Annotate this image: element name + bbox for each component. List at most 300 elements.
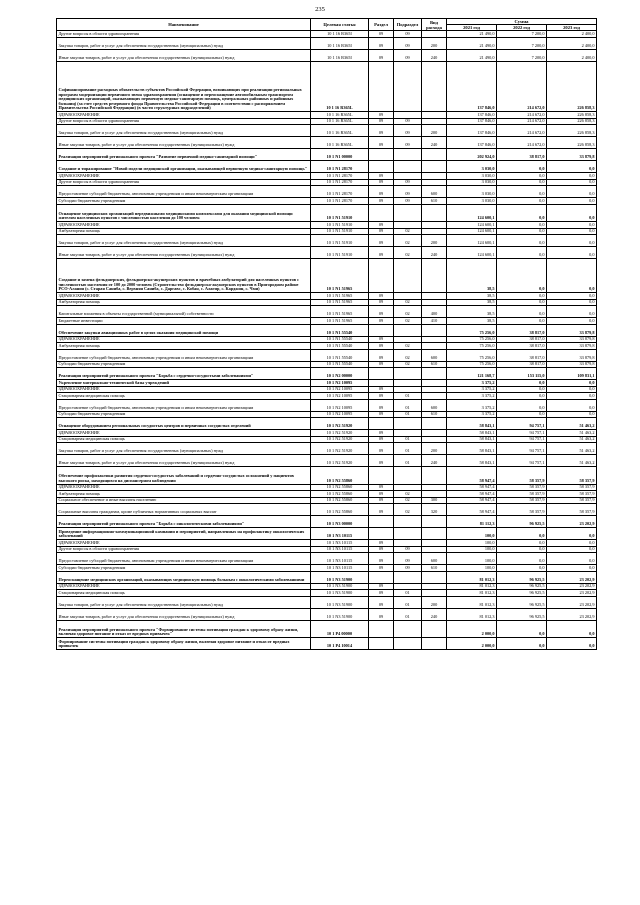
- cell-section: 09: [369, 179, 394, 186]
- cell-subsection: 01: [394, 596, 422, 608]
- cell-2023: 2 400,0: [547, 37, 597, 49]
- cell-2023: 51 463,2: [547, 430, 597, 437]
- cell-name: Социальные выплаты гражданам, кроме публичных нормативных социальных выплат: [57, 504, 311, 516]
- cell-name: Субсидии бюджетным учреждениям: [57, 411, 311, 418]
- cell-2022: 0,0: [497, 198, 547, 205]
- cell-name: Другие вопросы в области здравоохранения: [57, 546, 311, 553]
- table-row: [57, 443, 597, 455]
- cell-target: 10 1 N1 28170: [311, 186, 369, 198]
- cell-2022: 214 672,0: [497, 137, 547, 149]
- cell-exp-type: [422, 620, 447, 638]
- cell-2021: 81 012,3: [447, 583, 497, 590]
- cell-2022: 0,0: [497, 179, 547, 186]
- cell-name: Оснащение оборудованием региональных сосудистых центров и первичных сосудистых отделений: [57, 418, 311, 430]
- cell-2021: 3 375,2: [447, 380, 497, 387]
- cell-target: 10 1 N2 51920: [311, 455, 369, 467]
- cell-name: ЗДРАВООХРАНЕНИЕ: [57, 293, 311, 300]
- cell-name: Субсидии бюджетным учреждениям: [57, 565, 311, 572]
- cell-2022: 0,0: [497, 259, 547, 293]
- cell-name: Реализация мероприятий регионального проекта "Формирование системы мотивации граждан к здоровому образу жизни, включая здоровое питание и отказ от вредных привычек": [57, 620, 311, 638]
- cell-section: 09: [369, 318, 394, 325]
- cell-2021: 124 600,1: [447, 222, 497, 229]
- cell-section: [369, 61, 394, 112]
- cell-2021: 58 843,1: [447, 418, 497, 430]
- cell-subsection: [394, 61, 422, 112]
- cell-2021: 58 843,1: [447, 436, 497, 443]
- cell-target: 10 1 N2 51920: [311, 443, 369, 455]
- cell-2022: 0,0: [497, 411, 547, 418]
- cell-2022: 7 200,0: [497, 37, 547, 49]
- cell-name: Иные закупки товаров, работ и услуг для обеспечения государственных (муниципальных) нужд: [57, 247, 311, 259]
- cell-2022: 96 925,5: [497, 516, 547, 528]
- cell-2022: 0,0: [497, 540, 547, 547]
- cell-2022: 0,0: [497, 399, 547, 411]
- cell-2023: 0,0: [547, 399, 597, 411]
- cell-target: 10 1 16 R365L: [311, 137, 369, 149]
- cell-2021: 100,0: [447, 546, 497, 553]
- cell-name: Другие вопросы в области здравоохранения: [57, 31, 311, 38]
- cell-section: 09: [369, 293, 394, 300]
- cell-exp-type: [422, 638, 447, 650]
- cell-target: 10 1 N2 10095: [311, 399, 369, 411]
- cell-target: 10 1 N3 51900: [311, 571, 369, 583]
- cell-section: 09: [369, 49, 394, 61]
- cell-2022: 0,0: [497, 380, 547, 387]
- table-row: [57, 349, 597, 361]
- cell-2023: 0,0: [547, 393, 597, 400]
- table-row: [57, 186, 597, 198]
- cell-target: 10 1 N2 00000: [311, 368, 369, 380]
- header-sum: Сумма: [447, 19, 597, 25]
- table-row: [57, 553, 597, 565]
- cell-2023: 226 858,3: [547, 61, 597, 112]
- cell-subsection: [394, 516, 422, 528]
- cell-subsection: 01: [394, 590, 422, 597]
- cell-section: 09: [369, 31, 394, 38]
- table-row: [57, 125, 597, 137]
- table-row: [57, 259, 597, 293]
- cell-target: 10 1 N2 55860: [311, 467, 369, 485]
- cell-2022: 0,0: [497, 186, 547, 198]
- table-row: [57, 608, 597, 620]
- header-exp-type: Вид расхода: [422, 19, 447, 31]
- cell-exp-type: [422, 571, 447, 583]
- table-row: [57, 137, 597, 149]
- cell-2021: 3 030,0: [447, 161, 497, 173]
- cell-2022: 96 925,5: [497, 590, 547, 597]
- cell-name: Стационарная медицинская помощь: [57, 590, 311, 597]
- cell-2023: 33 879,8: [547, 349, 597, 361]
- cell-target: 10 1 N2 51920: [311, 430, 369, 437]
- cell-name: Закупка товаров, работ и услуг для обеспечения государственных (муниципальных) нужд: [57, 125, 311, 137]
- cell-2021: 121 168,7: [447, 368, 497, 380]
- cell-section: 09: [369, 112, 394, 119]
- cell-subsection: 09: [394, 31, 422, 38]
- cell-target: 10 1 N3 51900: [311, 583, 369, 590]
- cell-2021: 38,5: [447, 318, 497, 325]
- cell-exp-type: 200: [422, 125, 447, 137]
- cell-2023: 23 202,9: [547, 583, 597, 590]
- cell-2022: 0,0: [497, 235, 547, 247]
- cell-name: Реализация мероприятий регионального проекта "Развитие первичной медико-санитарной помощи": [57, 149, 311, 161]
- cell-2021: 58 947,4: [447, 491, 497, 498]
- cell-exp-type: [422, 149, 447, 161]
- cell-target: 10 1 N1 55540: [311, 324, 369, 336]
- cell-name: ЗДРАВООХРАНЕНИЕ: [57, 430, 311, 437]
- cell-section: [369, 368, 394, 380]
- cell-2021: 58 947,4: [447, 504, 497, 516]
- cell-2021: 38,5: [447, 293, 497, 300]
- cell-2022: 94 757,1: [497, 455, 547, 467]
- cell-2022: 0,0: [497, 204, 547, 222]
- cell-subsection: 02: [394, 491, 422, 498]
- cell-section: [369, 204, 394, 222]
- cell-2023: 23 202,9: [547, 571, 597, 583]
- cell-2021: 75 256,0: [447, 336, 497, 343]
- cell-name: Закупка товаров, работ и услуг для обеспечения государственных (муниципальных) нужд: [57, 443, 311, 455]
- cell-subsection: 09: [394, 118, 422, 125]
- cell-target: 10 1 16 R365I: [311, 37, 369, 49]
- cell-subsection: [394, 528, 422, 540]
- table-row: [57, 504, 597, 516]
- cell-section: 09: [369, 565, 394, 572]
- cell-subsection: [394, 418, 422, 430]
- cell-target: 10 1 N1 55540: [311, 336, 369, 343]
- cell-name: ЗДРАВООХРАНЕНИЕ: [57, 222, 311, 229]
- header-subsection: Подраздел: [394, 19, 422, 31]
- table-row: [57, 61, 597, 112]
- cell-section: 09: [369, 497, 394, 504]
- table-row: [57, 49, 597, 61]
- cell-section: 09: [369, 430, 394, 437]
- cell-section: 09: [369, 546, 394, 553]
- cell-2022: 38 817,0: [497, 149, 547, 161]
- cell-section: 09: [369, 455, 394, 467]
- cell-section: [369, 467, 394, 485]
- cell-subsection: 09: [394, 546, 422, 553]
- cell-2021: 58 843,1: [447, 430, 497, 437]
- cell-2022: 96 925,5: [497, 583, 547, 590]
- cell-2021: 75 256,0: [447, 361, 497, 368]
- cell-exp-type: 320: [422, 504, 447, 516]
- cell-2022: 0,0: [497, 306, 547, 318]
- cell-exp-type: 610: [422, 198, 447, 205]
- cell-section: 09: [369, 173, 394, 180]
- cell-name: Амбулаторная помощь: [57, 343, 311, 350]
- cell-subsection: 02: [394, 299, 422, 306]
- cell-2023: 58 357,9: [547, 497, 597, 504]
- cell-name: Другие вопросы в области здравоохранения: [57, 118, 311, 125]
- cell-subsection: [394, 161, 422, 173]
- cell-2023: 109 831,1: [547, 368, 597, 380]
- cell-2021: 100,0: [447, 528, 497, 540]
- cell-2021: 81 112,3: [447, 516, 497, 528]
- cell-2023: 0,0: [547, 306, 597, 318]
- cell-target: 10 1 N1 51910: [311, 247, 369, 259]
- cell-section: 09: [369, 399, 394, 411]
- cell-section: 09: [369, 443, 394, 455]
- cell-target: 10 1 N3 51900: [311, 596, 369, 608]
- cell-name: Создание и замена фельдшерских, фельдшерско-акушерских пунктов и врачебных амбулаторий для населенных пунктов с численностью населения от 100 до 2000 человек (Строительство фельдшерско-акушерских пунктов в Пригородном районе РСО-Алания (с. Старая Саниба, с. Верхняя Саниба, с. Даргавс, с. Кобан, с. Алагир, с. Карджин, с. Чми): [57, 259, 311, 293]
- cell-target: 10 1 16 R365L: [311, 61, 369, 112]
- cell-2023: 0,0: [547, 173, 597, 180]
- cell-exp-type: 410: [422, 318, 447, 325]
- table-row: [57, 638, 597, 650]
- cell-2023: 51 463,2: [547, 418, 597, 430]
- cell-2021: 124 600,1: [447, 228, 497, 235]
- cell-subsection: 09: [394, 49, 422, 61]
- cell-section: [369, 516, 394, 528]
- cell-name: Субсидии бюджетным учреждениям: [57, 198, 311, 205]
- cell-target: 10 1 P4 00000: [311, 620, 369, 638]
- cell-2021: 100,0: [447, 540, 497, 547]
- cell-2022: 0,0: [497, 546, 547, 553]
- cell-name: Иные закупки товаров, работ и услуг для обеспечения государственных (муниципальных) нужд: [57, 49, 311, 61]
- cell-name: Предоставление субсидий бюджетным, автономным учреждениям и иным некоммерческим организациям: [57, 553, 311, 565]
- cell-target: 10 1 N1 51965: [311, 318, 369, 325]
- cell-exp-type: 610: [422, 361, 447, 368]
- budget-table: [56, 18, 597, 650]
- cell-name: Проведение информационно-коммуникационной кампании и мероприятий, направленных на профилактику онкологических заболеваний: [57, 528, 311, 540]
- cell-section: 09: [369, 583, 394, 590]
- cell-exp-type: 300: [422, 497, 447, 504]
- cell-exp-type: [422, 516, 447, 528]
- cell-2023: 0,0: [547, 638, 597, 650]
- cell-2023: 58 357,9: [547, 467, 597, 485]
- cell-target: 10 1 N1 51965: [311, 306, 369, 318]
- table-row: [57, 37, 597, 49]
- cell-2022: 94 757,1: [497, 436, 547, 443]
- cell-2022: 0,0: [497, 222, 547, 229]
- cell-target: 10 1 N2 10095: [311, 386, 369, 393]
- cell-section: 09: [369, 411, 394, 418]
- cell-name: Реализация мероприятий регионального проекта "Борьба с онкологическими заболеваниями": [57, 516, 311, 528]
- cell-name: Предоставление субсидий бюджетным, автономным учреждениям и иным некоммерческим организациям: [57, 186, 311, 198]
- cell-subsection: 02: [394, 247, 422, 259]
- cell-target: 10 1 N3 00000: [311, 516, 369, 528]
- cell-exp-type: 240: [422, 137, 447, 149]
- table-row: [57, 418, 597, 430]
- cell-exp-type: 200: [422, 235, 447, 247]
- cell-name: Стационарная медицинская помощь: [57, 436, 311, 443]
- cell-2023: 0,0: [547, 546, 597, 553]
- cell-target: 10 1 N1 51910: [311, 228, 369, 235]
- cell-target: 10 1 16 R365L: [311, 125, 369, 137]
- table-row: [57, 306, 597, 318]
- cell-name: ЗДРАВООХРАНЕНИЕ: [57, 112, 311, 119]
- cell-section: [369, 161, 394, 173]
- cell-name: Предоставление субсидий бюджетным, автономным учреждениям и иным некоммерческим организациям: [57, 399, 311, 411]
- cell-2023: 23 202,9: [547, 596, 597, 608]
- cell-2023: 0,0: [547, 293, 597, 300]
- cell-2022: 0,0: [497, 620, 547, 638]
- cell-2023: 2 400,0: [547, 31, 597, 38]
- cell-subsection: [394, 259, 422, 293]
- cell-section: 09: [369, 299, 394, 306]
- cell-2021: 21 490,0: [447, 37, 497, 49]
- cell-target: 10 1 N2 51920: [311, 418, 369, 430]
- cell-subsection: 09: [394, 198, 422, 205]
- header-section: Раздел: [369, 19, 394, 31]
- cell-target: 10 1 16 R365L: [311, 118, 369, 125]
- cell-exp-type: [422, 368, 447, 380]
- cell-name: ЗДРАВООХРАНЕНИЕ: [57, 583, 311, 590]
- cell-name: Амбулаторная помощь: [57, 228, 311, 235]
- table-row: [57, 455, 597, 467]
- cell-exp-type: [422, 324, 447, 336]
- cell-2021: 81 012,3: [447, 596, 497, 608]
- cell-2021: 75 256,0: [447, 324, 497, 336]
- cell-subsection: 01: [394, 443, 422, 455]
- cell-target: 10 1 N2 10095: [311, 393, 369, 400]
- cell-2021: 2 000,0: [447, 620, 497, 638]
- cell-target: 10 1 N1 51965: [311, 259, 369, 293]
- cell-2022: 7 200,0: [497, 49, 547, 61]
- cell-2021: 3 375,2: [447, 399, 497, 411]
- cell-2023: 0,0: [547, 228, 597, 235]
- cell-2023: 226 858,3: [547, 112, 597, 119]
- cell-exp-type: 600: [422, 553, 447, 565]
- header-name: Наименование: [57, 19, 311, 31]
- cell-2022: 38 817,0: [497, 361, 547, 368]
- cell-2021: 3 030,0: [447, 186, 497, 198]
- cell-name: Закупка товаров, работ и услуг для обеспечения государственных (муниципальных) нужд: [57, 37, 311, 49]
- cell-2022: 0,0: [497, 393, 547, 400]
- cell-2021: 137 846,0: [447, 112, 497, 119]
- cell-name: Закупка товаров, работ и услуг для обеспечения государственных (муниципальных) нужд: [57, 235, 311, 247]
- cell-exp-type: 600: [422, 186, 447, 198]
- cell-target: 10 1 N2 51920: [311, 436, 369, 443]
- cell-section: 09: [369, 186, 394, 198]
- cell-exp-type: 610: [422, 565, 447, 572]
- cell-2023: 0,0: [547, 528, 597, 540]
- cell-section: 09: [369, 247, 394, 259]
- cell-name: Реализация мероприятий регионального проекта "Борьба с сердечно-сосудистыми заболеваниями": [57, 368, 311, 380]
- cell-subsection: 02: [394, 504, 422, 516]
- cell-2023: 0,0: [547, 411, 597, 418]
- cell-section: 09: [369, 228, 394, 235]
- cell-name: Амбулаторная помощь: [57, 299, 311, 306]
- cell-2021: 75 256,0: [447, 343, 497, 350]
- cell-name: Переоснащение медицинских организаций, оказывающих медицинскую помощь больным с онкологическими заболеваниями: [57, 571, 311, 583]
- cell-exp-type: 200: [422, 596, 447, 608]
- table-row: [57, 399, 597, 411]
- cell-2021: 58 947,4: [447, 497, 497, 504]
- cell-2023: 0,0: [547, 565, 597, 572]
- cell-2022: 0,0: [497, 318, 547, 325]
- cell-2021: 38,5: [447, 306, 497, 318]
- cell-section: [369, 259, 394, 293]
- cell-2023: 226 858,3: [547, 118, 597, 125]
- cell-name: Амбулаторная помощь: [57, 491, 311, 498]
- cell-subsection: 02: [394, 349, 422, 361]
- cell-2023: 0,0: [547, 204, 597, 222]
- cell-target: 10 1 N1 51910: [311, 235, 369, 247]
- cell-2022: 214 672,0: [497, 61, 547, 112]
- cell-2023: 0,0: [547, 235, 597, 247]
- cell-2021: 124 600,1: [447, 247, 497, 259]
- cell-2023: 33 879,8: [547, 343, 597, 350]
- cell-2023: 0,0: [547, 540, 597, 547]
- cell-target: 10 1 N1 00000: [311, 149, 369, 161]
- cell-section: [369, 571, 394, 583]
- cell-2023: 0,0: [547, 222, 597, 229]
- cell-subsection: 09: [394, 565, 422, 572]
- cell-2021: 3 030,0: [447, 173, 497, 180]
- cell-target: 10 1 N3 10115: [311, 540, 369, 547]
- cell-name: Софинансирование расходных обязательств субъектов Российской Федерации, возникающих при реализации региональных программ модернизации первичного звена здравоохранения (оснащение и переоснащение автомобильным транспортом медицинских организаций, оказывающих первичную медико-санитарную помощь, центральных районных и районных больниц) (за счет средств резервного фонда Правительства Российской Федерации в соответствии с распоряжением Правительства Российской Федерации) (в части структурных подразделений): [57, 61, 311, 112]
- cell-2023: 0,0: [547, 386, 597, 393]
- cell-target: 10 1 N1 55540: [311, 349, 369, 361]
- cell-2021: 81 012,3: [447, 571, 497, 583]
- cell-2021: 21 490,0: [447, 31, 497, 38]
- cell-2022: 58 357,9: [497, 497, 547, 504]
- cell-2023: 51 463,2: [547, 443, 597, 455]
- cell-subsection: [394, 467, 422, 485]
- cell-2021: 58 947,4: [447, 467, 497, 485]
- table-row: [57, 247, 597, 259]
- cell-2022: 7 200,0: [497, 31, 547, 38]
- table-row: [57, 149, 597, 161]
- cell-subsection: [394, 149, 422, 161]
- cell-2022: 94 757,1: [497, 443, 547, 455]
- cell-name: ЗДРАВООХРАНЕНИЕ: [57, 173, 311, 180]
- table-row: [57, 235, 597, 247]
- cell-2022: 0,0: [497, 293, 547, 300]
- cell-subsection: 01: [394, 436, 422, 443]
- table-row: [57, 161, 597, 173]
- cell-subsection: 02: [394, 497, 422, 504]
- cell-2022: 38 817,0: [497, 336, 547, 343]
- cell-name: Формирование системы мотивации граждан к здоровому образу жизни, включая здоровое питание и отказ от вредных привычек: [57, 638, 311, 650]
- cell-target: 10 1 N3 10115: [311, 565, 369, 572]
- table-row: [57, 467, 597, 485]
- cell-target: 10 1 N1 51910: [311, 222, 369, 229]
- cell-name: Создание и тиражирование "Новой модели медицинской организации, оказывающей первичную медико-санитарную помощь": [57, 161, 311, 173]
- cell-2021: 3 030,0: [447, 179, 497, 186]
- cell-2022: 0,0: [497, 247, 547, 259]
- cell-subsection: 01: [394, 399, 422, 411]
- cell-2022: 153 115,0: [497, 368, 547, 380]
- cell-2023: 0,0: [547, 247, 597, 259]
- cell-2021: 202 924,0: [447, 149, 497, 161]
- cell-2023: 51 463,2: [547, 455, 597, 467]
- table-row: [57, 620, 597, 638]
- cell-exp-type: [422, 61, 447, 112]
- cell-subsection: 02: [394, 228, 422, 235]
- cell-2021: 124 600,1: [447, 235, 497, 247]
- cell-exp-type: 200: [422, 37, 447, 49]
- cell-2023: 33 879,8: [547, 361, 597, 368]
- cell-subsection: [394, 638, 422, 650]
- cell-2022: 58 357,9: [497, 491, 547, 498]
- cell-2022: 0,0: [497, 161, 547, 173]
- cell-subsection: 01: [394, 608, 422, 620]
- cell-target: 10 1 N2 55860: [311, 484, 369, 491]
- cell-section: 09: [369, 484, 394, 491]
- cell-subsection: [394, 324, 422, 336]
- cell-target: 10 1 N1 51910: [311, 204, 369, 222]
- cell-2021: 2 000,0: [447, 638, 497, 650]
- cell-name: Предоставление субсидий бюджетным, автономным учреждениям и иным некоммерческим организациям: [57, 349, 311, 361]
- cell-exp-type: [422, 259, 447, 293]
- cell-2023: 0,0: [547, 620, 597, 638]
- cell-2022: 58 357,9: [497, 467, 547, 485]
- header-target: Целевая статья: [311, 19, 369, 31]
- cell-section: [369, 620, 394, 638]
- cell-section: 09: [369, 37, 394, 49]
- cell-2022: 214 672,0: [497, 118, 547, 125]
